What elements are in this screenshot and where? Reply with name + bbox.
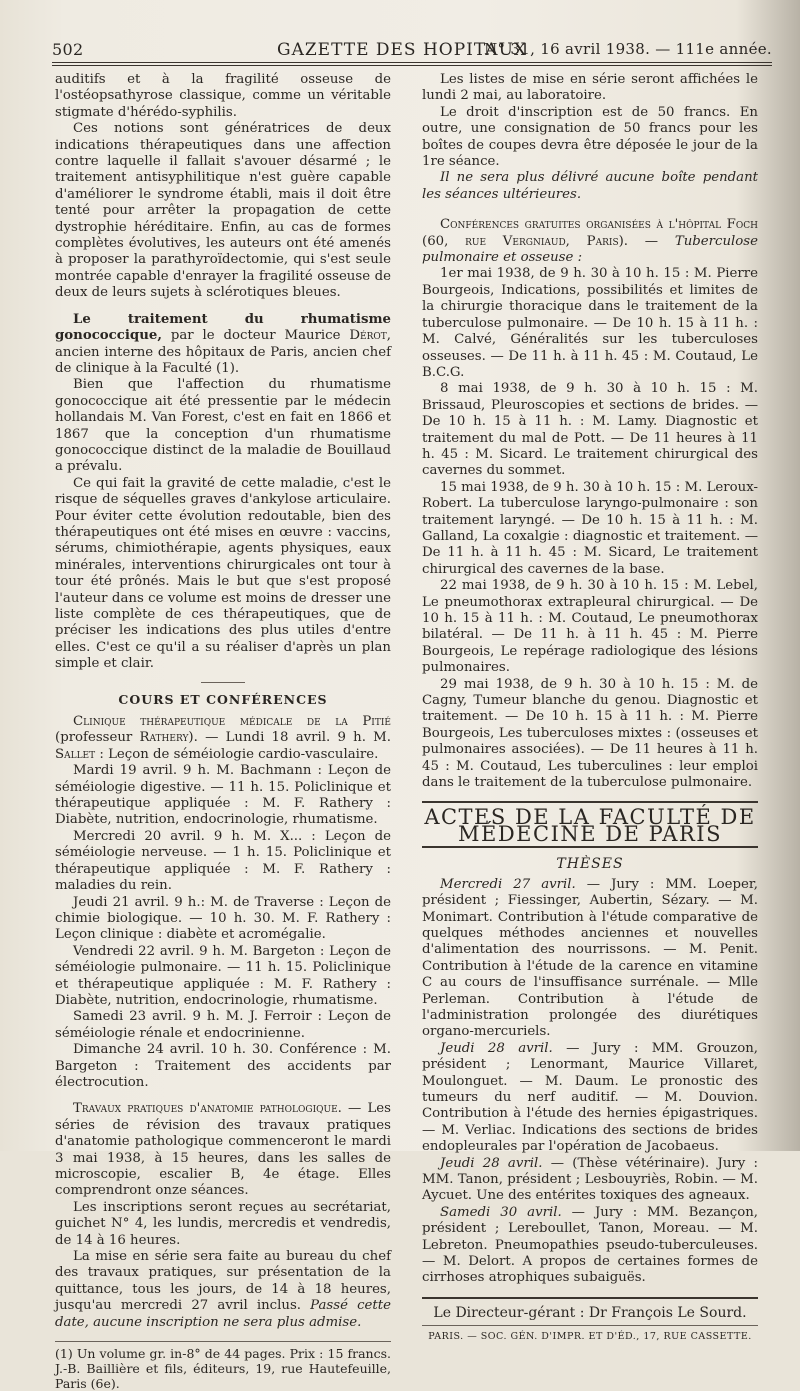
footnote: (1) Un volume gr. in-8° de 44 pages. Prix : 15 francs. J.-B. Baillière et fils, éditeurs, 19, rue Hautefeuille, Paris (6e). — [55, 1341, 391, 1391]
left-column — [55, 72, 391, 1391]
right-column — [422, 72, 758, 1346]
paragraph: Il ne sera plus délivré aucune boîte pendant les séances ultérieures. — [422, 170, 758, 202]
book-title: Le traitement du rhumatisme gonococcique, — [55, 311, 391, 344]
conference-entry: 22 mai 1938, de 9 h. 30 à 10 h. 15 : M. Lebel, Le pneumothorax extrapleural chirurgical. — De 10 h. 15 à 11 h. : M. Coutaud, Le pneumothorax bilatéral. — De 11 h. à 11 h. 45 : M. Pierre Bourgeois, Le repérage radiologique des lésions pulmonaires. — [422, 578, 758, 676]
course-entry: Jeudi 21 avril. 9 h.: M. de Traverse : Leçon de chimie biologique. — 10 h. 30. M. F. Rathery : Leçon clinique : diabète et acromégalie. — [55, 894, 391, 943]
paragraph: auditifs et à la fragilité osseuse de l'ostéopsathyrose classique, comme un véritable stigmate d'hérédo-syphilis. — [55, 72, 391, 120]
conference-entry: 1er mai 1938, de 9 h. 30 à 10 h. 15 : M. Pierre Bourgeois, Indications, possibilités et limites de la chirurgie thoracique dans le traitement de la tuberculose pulmonaire. — De 10 h. 15 à 11 h. : M. Calvé, Généralités sur les tuberculoses osseuses. — De 11 h. à 11 h. 45 : M. Coutaud, Le B.C.G. — [422, 266, 758, 380]
course-entry: Samedi 23 avril. 9 h. M. J. Ferroir : Leçon de séméiologie rénale et endocrinienne. — [55, 1009, 391, 1041]
faculty-acts-banner: ACTES DE LA FACULTÉ DE MÉDECINE DE PARIS — [422, 801, 758, 848]
course-entry: Dimanche 24 avril. 10 h. 30. Conférence : M. Bargeton : Traitement des accidents par électrocution. — [55, 1042, 391, 1090]
conference-entry: 29 mai 1938, de 9 h. 30 à 10 h. 15 : M. de Cagny, Tumeur blanche du genou. Diagnostic et traitement. — De 10 h. 15 à 11 h. : M. Pierre Bourgeois, Les tuberculoses mixtes : (osseuses et pulmonaires associées). — De 11 heures à 11 h. 45 : M. Coutaud, Les tuberculines : leur emploi dans le traitement de la tuberculose pulmonaire. — [422, 676, 758, 791]
conference-entry: 8 mai 1938, de 9 h. 30 à 10 h. 15 : M. Brissaud, Pleuroscopies et sections de brides. — De 10 h. 15 à 11 h. : M. Lamy. Diagnostic et traitement du mal de Pott. — De 11 heures à 11 h. 45 : M. Sicard. Le traitement chirurgical des cavernes du sommet. — [422, 381, 758, 479]
section-separator — [201, 682, 245, 683]
conference-entry: 15 mai 1938, de 9 h. 30 à 10 h. 15 : M. Leroux-Robert. La tuberculose laryngo-pulmonaire : son traitement laryngé. — De 10 h. 15 à 11 h. : M. Galland, La coxalgie : diagnostic et traitement. — De 11 h. à 11 h. 45 : M. Sicard, Le traitement chirurgical des cavernes de la base. — [422, 479, 758, 577]
notice-paragraph: La mise en série sera faite au bureau du chef des travaux pratiques, sur présentation de la quittance, tous les jours, de 14 à 18 heures, jusqu'au mercredi 27 avril inclus. Passé cette date, aucune inscription ne sera plus admise. — [55, 1249, 391, 1330]
director-manager: Le Directeur-gérant : Dr François Le Sourd. — [422, 1297, 758, 1321]
issue-info: N° 31, 16 avril 1938. — 111e année. — [484, 40, 772, 58]
header-rule-2 — [52, 65, 772, 66]
thesis-entry: Samedi 30 avril. — Jury : MM. Bezançon, président ; Lereboullet, Tanon, Moreau. — M. Lebreton. Pneumopathies pseudo-tuberculeuses. — M. Delort. A propos de certaines formes de cirrhoses atrophiques subaiguës. — [422, 1204, 758, 1286]
section-heading: COURS ET CONFÉRENCES — [118, 691, 328, 707]
publication-title: GAZETTE DES HOPITAUX — [277, 40, 528, 60]
thesis-entry: Mercredi 27 avril. — Jury : MM. Loeper, président ; Fiessinger, Aubertin, Sézary. — M. Monimart. Contribution à l'étude comparative de quelques méthodes anciennes et nouvelles d'alimentation des nourrissons. — M. Penit. Contribution à l'étude de la carence en vitamine C au cours de l'insuffisance surrénale. — Mlle Perleman. Contribution à l'étude de l'administration prolongée des diurétiques organo-mercuriels. — [422, 876, 758, 1040]
theses-heading: THÈSES — [556, 856, 624, 873]
author-name: Dérot, — [349, 328, 391, 344]
paragraph: Le droit d'inscription est de 50 francs. En outre, une consignation de 50 francs pour les boîtes de coupes devra être déposée le jour de la 1re séance. — [422, 104, 758, 170]
paragraph: Bien que l'affection du rhumatisme gonococcique ait été pressentie par le médecin hollandais M. Van Forest, c'est en fait en 1866 et 1867 que la conception d'un rhumatisme gonococcique distinct de la maladie de Bouillaud a prévalu. — [55, 377, 391, 475]
notice-paragraph: Travaux pratiques d'anatomie pathologique. — Les séries de révision des travaux pratiques d'anatomie pathologique commenceront le mardi 3 mai 1938, à 15 heures, dans les salles de microscopie, escalier B, 4e étage. Elles comprendront onze séances. — [55, 1101, 392, 1199]
paragraph: Les listes de mise en série seront affichées le lundi 2 mai, au laboratoire. — [422, 72, 758, 104]
course-entry: Vendredi 22 avril. 9 h. M. Bargeton : Leçon de séméiologie pulmonaire. — 11 h. 15. Policlinique et thérapeutique appliquée : M. F. Rathery : Diabète, nutrition, endocrinologie, rhumatisme. — [55, 943, 391, 1008]
course-entry: Mardi 19 avril. 9 h. M. Bachmann : Leçon de séméiologie digestive. — 11 h. 15. Policlinique et thérapeutique appliquée : M. F. Rathery : Diabète, nutrition, endocrinologie, rhumatisme. — [55, 763, 391, 828]
printer-imprint: PARIS. — SOC. GÉN. D'IMPR. ET D'ÉD., 17, RUE CASSETTE. — [422, 1325, 758, 1345]
page-header — [52, 34, 772, 60]
thesis-entry: Jeudi 28 avril. — Jury : MM. Grouzon, président ; Lenormant, Maurice Villaret, Moulonguet. — M. Daum. Le pronostic des tumeurs du nerf auditif. — M. Douvion. Contribution à l'étude des hernies épigastriques. — M. Verliac. Indications des sections de brides endopleurales par l'opération de Jacobaeus. — [422, 1040, 758, 1155]
paragraph: Ces notions sont génératrices de deux indications thérapeutiques dans une affection contre laquelle il fallait s'avouer désarmé ; le traitement antisyphilitique n'est guère capable d'améliorer le syndrome établi, mais il doit être tenté pour arrêter la propagation de cette dystrophie héréditaire. Enfin, au cas de formes complètes évolutives, les auteurs ont été amenés à proposer la parathyroïdectomie, qui s'est seule montrée capable d'enrayer la fragilité osseuse de deux de leurs sujets à sclérotiques bleues. — [55, 121, 391, 301]
conference-heading: Conférences gratuites organisées à l'hôpital Foch (60, rue Vergniaud, Paris). — Tuberculose pulmonaire et osseuse : — [422, 217, 758, 266]
paragraph: Ce qui fait la gravité de cette maladie, c'est le risque de séquelles graves d'ankylose articulaire. Pour éviter cette évolution redoutable, bien des thérapeutiques ont été mises en œuvre : vaccins, sérums, chimiothérapie, agents physiques, eaux minérales, interventions chirurgicales ont tour à tour été prônés. Mais le but que s'est proposé l'auteur dans ce volume est moins de dresser une liste complète de ces thérapeutiques, que de préciser les indications des plus utiles d'entre elles. C'est ce qu'il a su réaliser d'après un plan simple et clair. — [55, 475, 391, 672]
course-entry: Clinique thérapeutique médicale de la Pitié (professeur Rathery). — Lundi 18 avril. 9 h. M. Sallet : Leçon de séméiologie cardio-vasculaire. — [55, 714, 392, 762]
page-number: 502 — [52, 40, 84, 59]
book-review-intro: Le traitement du rhumatisme gonococcique, par le docteur Maurice Dérot, ancien interne des hôpitaux de Paris, ancien chef de clinique à la Faculté (1). — [55, 311, 391, 376]
header-rule — [52, 62, 772, 63]
thesis-entry: Jeudi 28 avril. — (Thèse vétérinaire). Jury : MM. Tanon, président ; Lesbouyriès, Robin. — M. Aycuet. Une des entérites toxiques des agneaux. — [422, 1155, 758, 1204]
course-entry: Mercredi 20 avril. 9 h. M. X... : Leçon de séméiologie nerveuse. — 1 h. 15. Policlinique et thérapeutique appliquée : M. F. Rathery : maladies du rein. — [55, 828, 391, 894]
notice-paragraph: Les inscriptions seront reçues au secrétariat, guichet N° 4, les lundis, mercredis et vendredis, de 14 à 16 heures. — [55, 1199, 391, 1248]
